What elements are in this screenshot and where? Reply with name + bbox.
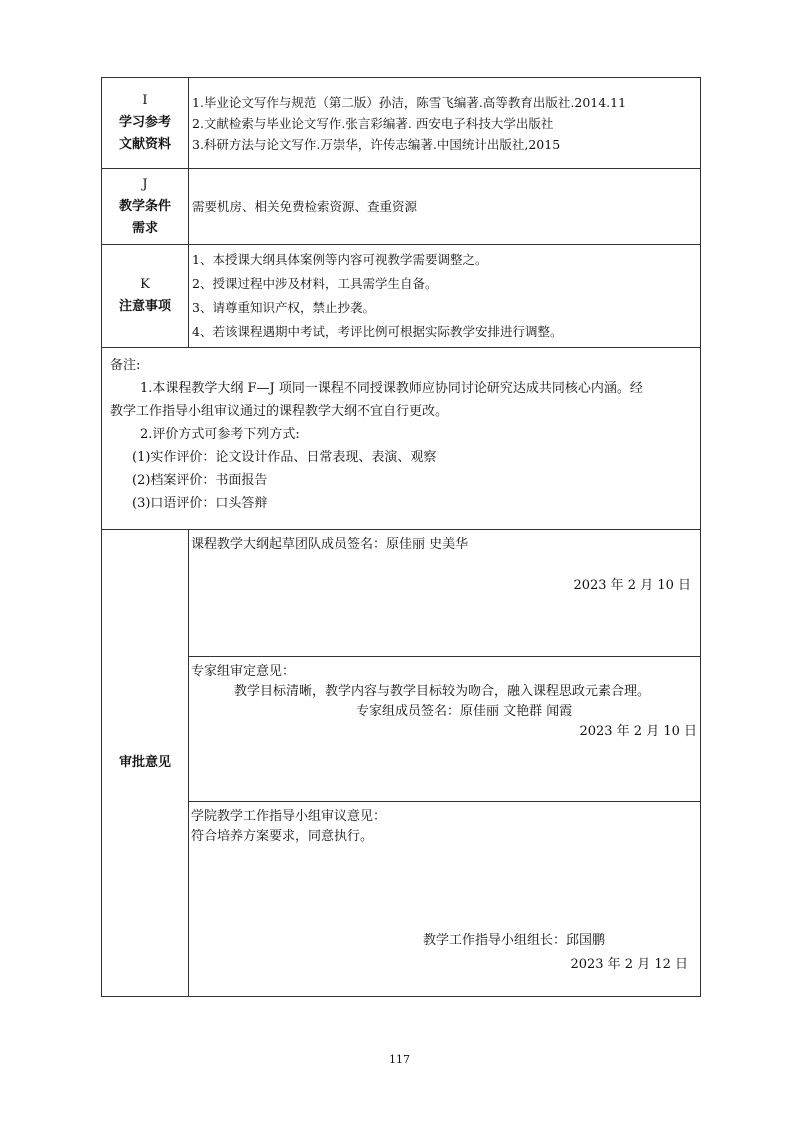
notice-item: 2、授课过程中涉及材料，工具需学生自备。 bbox=[192, 276, 438, 291]
college-opinion: 符合培养方案要求，同意执行。 bbox=[191, 829, 374, 844]
remarks-item1-line2: 教学工作指导小组审议通过的课程教学大纲不宜自行更改。 bbox=[110, 404, 449, 419]
remarks-title: 备注: bbox=[110, 358, 141, 373]
evaluation-method: (3)口语评价：口头答辩 bbox=[132, 496, 268, 511]
college-leader: 教学工作指导小组组长：邱国鹏 bbox=[423, 933, 606, 948]
expert-title: 专家组审定意见： bbox=[191, 664, 296, 679]
college-cell bbox=[189, 802, 701, 997]
conditions-row bbox=[102, 169, 701, 245]
reference-item: 3.科研方法与论文写作.万崇华，许传志编著.中国统计出版社,2015 bbox=[192, 136, 561, 152]
references-content bbox=[189, 78, 701, 169]
conditions-label-line2: 需求 bbox=[131, 220, 158, 236]
evaluation-method: (2)档案评价：书面报告 bbox=[132, 473, 268, 488]
notice-item: 4、若该课程遇期中考试，考评比例可根据实际教学安排进行调整。 bbox=[192, 324, 563, 339]
references-label-line1: 学习参考 bbox=[118, 115, 171, 130]
conditions-text: 需要机房、相关免费检索资源、查重资源 bbox=[192, 199, 418, 214]
drafters-row bbox=[102, 530, 701, 657]
conditions-label-line1: 教学条件 bbox=[118, 198, 171, 214]
expert-row bbox=[102, 657, 701, 802]
notices-row bbox=[102, 245, 701, 348]
references-label bbox=[102, 78, 189, 169]
remarks-item1-line1: 1.本课程教学大纲 F—J 项同一课程不同授课教师应协同讨论研究达成共同核心内涵。经 bbox=[140, 381, 643, 396]
approval-label bbox=[102, 530, 189, 997]
reference-item: 1.毕业论文写作与规范（第二版）孙洁，陈雪飞编著.高等教育出版社.2014.11 bbox=[192, 94, 627, 110]
approval-label-text: 审批意见 bbox=[118, 755, 171, 770]
expert-opinion: 教学目标清晰，教学内容与教学目标较为吻合，融入课程思政元素合理。 bbox=[234, 684, 651, 699]
remarks-row bbox=[102, 348, 701, 530]
notices-content bbox=[189, 245, 701, 348]
expert-date: 2023 年 2 月 10 日 bbox=[579, 724, 697, 739]
college-date: 2023 年 2 月 12 日 bbox=[570, 957, 688, 972]
remarks-content bbox=[102, 348, 701, 530]
drafters-cell bbox=[189, 530, 701, 657]
references-row bbox=[102, 78, 701, 169]
notices-label bbox=[102, 245, 189, 348]
college-row bbox=[102, 802, 701, 997]
drafters-signature-line: 课程教学大纲起草团队成员签名：原佳丽 史美华 bbox=[191, 537, 469, 552]
syllabus-table bbox=[101, 77, 701, 997]
references-label-line2: 文献资料 bbox=[118, 137, 171, 152]
notices-label-text: 注意事项 bbox=[118, 299, 171, 314]
expert-members: 专家组成员签名：原佳丽 文艳群 闻霞 bbox=[356, 704, 573, 719]
notices-letter: K bbox=[140, 277, 150, 292]
college-title: 学院教学工作指导小组审议意见： bbox=[191, 809, 387, 824]
conditions-letter: J bbox=[142, 176, 148, 192]
remarks-item2: 2.评价方式可参考下列方式: bbox=[140, 427, 300, 442]
conditions-content bbox=[189, 169, 701, 245]
expert-cell bbox=[189, 657, 701, 802]
notice-item: 1、本授课大纲具体案例等内容可视教学需要调整之。 bbox=[192, 252, 488, 267]
page-number: 117 bbox=[389, 1053, 410, 1066]
notice-item: 3、请尊重知识产权，禁止抄袭。 bbox=[192, 300, 375, 315]
references-letter: I bbox=[142, 93, 148, 108]
conditions-label bbox=[102, 169, 189, 245]
drafters-date: 2023 年 2 月 10 日 bbox=[573, 578, 691, 593]
reference-item: 2.文献检索与毕业论文写作.张言彩编著. 西安电子科技大学出版社 bbox=[192, 115, 554, 131]
evaluation-method: (1)实作评价：论文设计作品、日常表现、表演、观察 bbox=[132, 450, 437, 465]
